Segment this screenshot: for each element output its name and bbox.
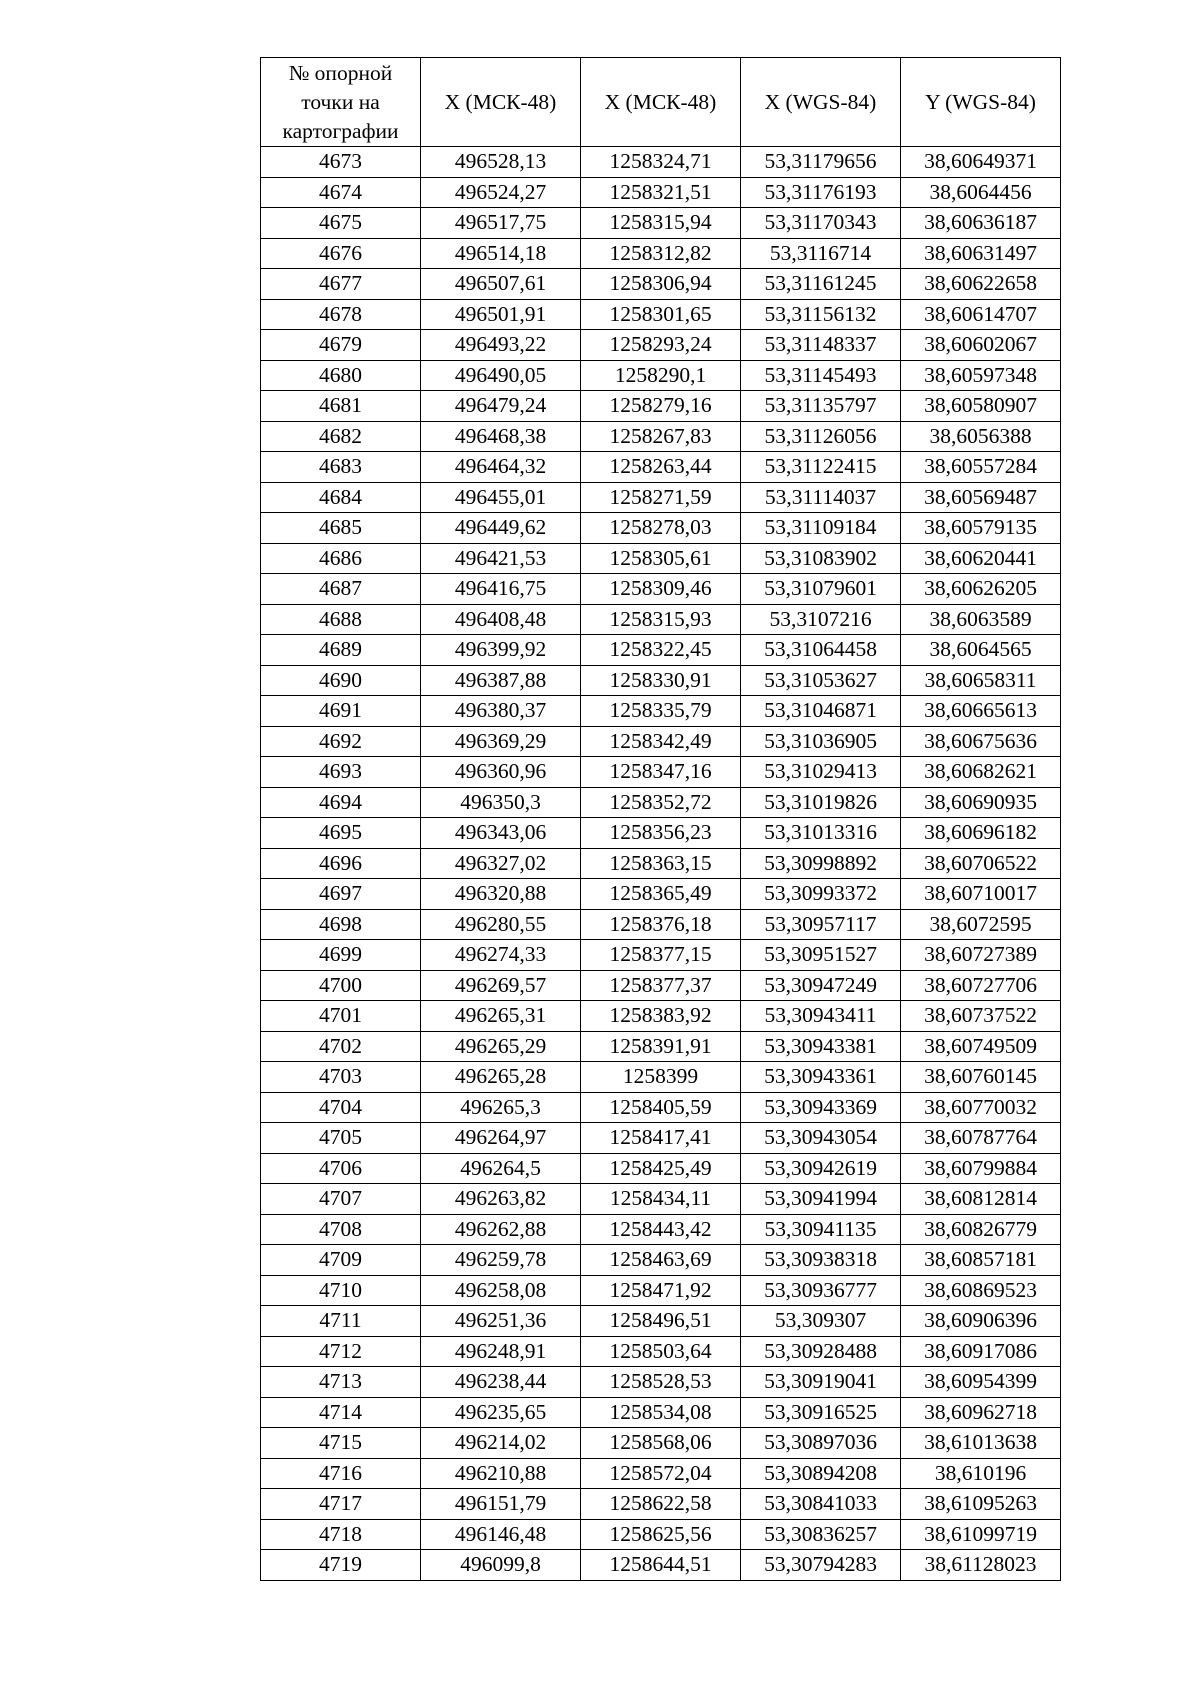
cell-point-number: 4702 [261,1031,421,1062]
coordinates-table [260,57,1061,1581]
cell-x-msk48: 496449,62 [421,513,581,544]
cell-y-wgs84: 38,60727706 [901,970,1061,1001]
table-row [261,1062,1061,1093]
cell-x2-msk48: 1258278,03 [581,513,741,544]
cell-x-msk48: 496464,32 [421,452,581,483]
cell-x2-msk48: 1258572,04 [581,1458,741,1489]
cell-point-number: 4718 [261,1519,421,1550]
cell-x2-msk48: 1258383,92 [581,1001,741,1032]
table-row [261,1275,1061,1306]
cell-y-wgs84: 38,6056388 [901,421,1061,452]
cell-x-msk48: 496235,65 [421,1397,581,1428]
cell-x-msk48: 496264,97 [421,1123,581,1154]
cell-x-msk48: 496514,18 [421,238,581,269]
cell-y-wgs84: 38,60690935 [901,787,1061,818]
cell-x-wgs84: 53,31156132 [741,299,901,330]
cell-x2-msk48: 1258271,59 [581,482,741,513]
cell-x-msk48: 496455,01 [421,482,581,513]
cell-point-number: 4713 [261,1367,421,1398]
cell-y-wgs84: 38,60631497 [901,238,1061,269]
cell-point-number: 4684 [261,482,421,513]
table-row [261,360,1061,391]
cell-x-wgs84: 53,31064458 [741,635,901,666]
table-row [261,1092,1061,1123]
cell-point-number: 4677 [261,269,421,300]
cell-x-wgs84: 53,30916525 [741,1397,901,1428]
cell-x-wgs84: 53,31170343 [741,208,901,239]
cell-x2-msk48: 1258405,59 [581,1092,741,1123]
cell-point-number: 4681 [261,391,421,422]
cell-x2-msk48: 1258463,69 [581,1245,741,1276]
cell-point-number: 4704 [261,1092,421,1123]
cell-y-wgs84: 38,60737522 [901,1001,1061,1032]
cell-x2-msk48: 1258377,15 [581,940,741,971]
cell-point-number: 4706 [261,1153,421,1184]
cell-y-wgs84: 38,60954399 [901,1367,1061,1398]
cell-point-number: 4705 [261,1123,421,1154]
cell-point-number: 4685 [261,513,421,544]
cell-x-wgs84: 53,31013316 [741,818,901,849]
cell-x-wgs84: 53,30943361 [741,1062,901,1093]
cell-x2-msk48: 1258356,23 [581,818,741,849]
table-header [261,58,1061,147]
cell-y-wgs84: 38,60626205 [901,574,1061,605]
cell-x-wgs84: 53,30942619 [741,1153,901,1184]
cell-point-number: 4678 [261,299,421,330]
cell-x2-msk48: 1258347,16 [581,757,741,788]
cell-x2-msk48: 1258534,08 [581,1397,741,1428]
table-row [261,1184,1061,1215]
cell-x2-msk48: 1258321,51 [581,177,741,208]
table-row [261,879,1061,910]
table-row [261,208,1061,239]
cell-x2-msk48: 1258315,94 [581,208,741,239]
cell-y-wgs84: 38,60917086 [901,1336,1061,1367]
cell-point-number: 4697 [261,879,421,910]
header-row [261,58,1061,147]
cell-x-msk48: 496387,88 [421,665,581,696]
cell-x-wgs84: 53,30951527 [741,940,901,971]
table-row [261,1458,1061,1489]
cell-y-wgs84: 38,60787764 [901,1123,1061,1154]
table-row [261,940,1061,971]
cell-y-wgs84: 38,60962718 [901,1397,1061,1428]
cell-y-wgs84: 38,60614707 [901,299,1061,330]
cell-x-msk48: 496490,05 [421,360,581,391]
cell-x-msk48: 496265,3 [421,1092,581,1123]
cell-x-wgs84: 53,30998892 [741,848,901,879]
cell-point-number: 4686 [261,543,421,574]
cell-x-wgs84: 53,31179656 [741,147,901,178]
cell-x2-msk48: 1258290,1 [581,360,741,391]
cell-y-wgs84: 38,61099719 [901,1519,1061,1550]
cell-x-wgs84: 53,30993372 [741,879,901,910]
cell-point-number: 4687 [261,574,421,605]
cell-point-number: 4701 [261,1001,421,1032]
cell-y-wgs84: 38,610196 [901,1458,1061,1489]
cell-x-wgs84: 53,3116714 [741,238,901,269]
cell-x-msk48: 496248,91 [421,1336,581,1367]
cell-x-wgs84: 53,30928488 [741,1336,901,1367]
cell-point-number: 4695 [261,818,421,849]
cell-point-number: 4714 [261,1397,421,1428]
cell-x-msk48: 496501,91 [421,299,581,330]
cell-y-wgs84: 38,61128023 [901,1550,1061,1581]
cell-x2-msk48: 1258399 [581,1062,741,1093]
cell-x-wgs84: 53,31019826 [741,787,901,818]
table-row [261,1031,1061,1062]
cell-point-number: 4698 [261,909,421,940]
cell-y-wgs84: 38,60857181 [901,1245,1061,1276]
cell-y-wgs84: 38,60706522 [901,848,1061,879]
cell-x-wgs84: 53,309307 [741,1306,901,1337]
cell-x-msk48: 496380,37 [421,696,581,727]
cell-y-wgs84: 38,60620441 [901,543,1061,574]
cell-y-wgs84: 38,60710017 [901,879,1061,910]
cell-x-msk48: 496269,57 [421,970,581,1001]
table-row [261,970,1061,1001]
cell-point-number: 4690 [261,665,421,696]
cell-point-number: 4719 [261,1550,421,1581]
cell-x2-msk48: 1258425,49 [581,1153,741,1184]
cell-x-msk48: 496146,48 [421,1519,581,1550]
cell-x-msk48: 496369,29 [421,726,581,757]
cell-x2-msk48: 1258322,45 [581,635,741,666]
cell-x-wgs84: 53,30947249 [741,970,901,1001]
table-row [261,1550,1061,1581]
cell-x-wgs84: 53,31126056 [741,421,901,452]
cell-x2-msk48: 1258496,51 [581,1306,741,1337]
cell-x-wgs84: 53,30941994 [741,1184,901,1215]
cell-point-number: 4696 [261,848,421,879]
cell-x-msk48: 496507,61 [421,269,581,300]
cell-x-wgs84: 53,31029413 [741,757,901,788]
cell-y-wgs84: 38,60557284 [901,452,1061,483]
cell-point-number: 4715 [261,1428,421,1459]
cell-x-msk48: 496151,79 [421,1489,581,1520]
cell-x2-msk48: 1258305,61 [581,543,741,574]
table-row [261,147,1061,178]
cell-x-wgs84: 53,31079601 [741,574,901,605]
cell-x2-msk48: 1258471,92 [581,1275,741,1306]
cell-x-msk48: 496262,88 [421,1214,581,1245]
cell-x2-msk48: 1258503,64 [581,1336,741,1367]
table-row [261,635,1061,666]
cell-x-wgs84: 53,31053627 [741,665,901,696]
cell-point-number: 4711 [261,1306,421,1337]
cell-y-wgs84: 38,60622658 [901,269,1061,300]
cell-y-wgs84: 38,60696182 [901,818,1061,849]
cell-x-msk48: 496251,36 [421,1306,581,1337]
cell-y-wgs84: 38,6072595 [901,909,1061,940]
table-row [261,1306,1061,1337]
cell-y-wgs84: 38,60579135 [901,513,1061,544]
cell-x2-msk48: 1258324,71 [581,147,741,178]
cell-x-wgs84: 53,30943411 [741,1001,901,1032]
cell-point-number: 4693 [261,757,421,788]
table-row [261,1336,1061,1367]
cell-x2-msk48: 1258391,91 [581,1031,741,1062]
table-row [261,696,1061,727]
cell-x2-msk48: 1258376,18 [581,909,741,940]
table-row [261,299,1061,330]
header-x-msk48: X (МСК-48) [421,58,581,147]
table-row [261,1245,1061,1276]
table-row [261,482,1061,513]
cell-x2-msk48: 1258363,15 [581,848,741,879]
cell-x2-msk48: 1258365,49 [581,879,741,910]
cell-x2-msk48: 1258279,16 [581,391,741,422]
cell-x-msk48: 496479,24 [421,391,581,422]
cell-x2-msk48: 1258434,11 [581,1184,741,1215]
cell-point-number: 4680 [261,360,421,391]
cell-x-msk48: 496528,13 [421,147,581,178]
cell-point-number: 4710 [261,1275,421,1306]
cell-point-number: 4673 [261,147,421,178]
cell-y-wgs84: 38,6063589 [901,604,1061,635]
table-row [261,1519,1061,1550]
cell-y-wgs84: 38,60580907 [901,391,1061,422]
table-row [261,818,1061,849]
cell-x-msk48: 496360,96 [421,757,581,788]
cell-y-wgs84: 38,6064565 [901,635,1061,666]
table-row [261,1123,1061,1154]
table-row [261,726,1061,757]
cell-point-number: 4692 [261,726,421,757]
cell-x-wgs84: 53,30894208 [741,1458,901,1489]
cell-x2-msk48: 1258625,56 [581,1519,741,1550]
table-row [261,1397,1061,1428]
cell-y-wgs84: 38,60869523 [901,1275,1061,1306]
cell-x-msk48: 496350,3 [421,787,581,818]
cell-x-wgs84: 53,31109184 [741,513,901,544]
cell-y-wgs84: 38,60682621 [901,757,1061,788]
cell-x-wgs84: 53,31036905 [741,726,901,757]
table-row [261,1367,1061,1398]
cell-y-wgs84: 38,61013638 [901,1428,1061,1459]
cell-x-wgs84: 53,30836257 [741,1519,901,1550]
cell-y-wgs84: 38,60658311 [901,665,1061,696]
cell-x2-msk48: 1258417,41 [581,1123,741,1154]
cell-point-number: 4694 [261,787,421,818]
cell-point-number: 4717 [261,1489,421,1520]
cell-x-wgs84: 53,31148337 [741,330,901,361]
cell-x-msk48: 496238,44 [421,1367,581,1398]
cell-x2-msk48: 1258528,53 [581,1367,741,1398]
cell-x-wgs84: 53,30936777 [741,1275,901,1306]
cell-point-number: 4691 [261,696,421,727]
header-point-number: № опорной точки на картографии [261,58,421,147]
table-row [261,238,1061,269]
table-row [261,909,1061,940]
cell-x-wgs84: 53,30941135 [741,1214,901,1245]
cell-point-number: 4682 [261,421,421,452]
cell-x-msk48: 496343,06 [421,818,581,849]
cell-x-msk48: 496517,75 [421,208,581,239]
table-row [261,1214,1061,1245]
table-row [261,452,1061,483]
cell-x-msk48: 496327,02 [421,848,581,879]
table-body [261,147,1061,1581]
cell-x-msk48: 496214,02 [421,1428,581,1459]
cell-y-wgs84: 38,6064456 [901,177,1061,208]
cell-x-msk48: 496399,92 [421,635,581,666]
cell-y-wgs84: 38,60799884 [901,1153,1061,1184]
cell-x-wgs84: 53,30841033 [741,1489,901,1520]
table-row [261,543,1061,574]
table-row [261,513,1061,544]
header-x2-msk48: X (МСК-48) [581,58,741,147]
cell-point-number: 4688 [261,604,421,635]
cell-point-number: 4679 [261,330,421,361]
table-row [261,1489,1061,1520]
cell-y-wgs84: 38,60675636 [901,726,1061,757]
cell-y-wgs84: 38,60649371 [901,147,1061,178]
cell-point-number: 4716 [261,1458,421,1489]
cell-x-msk48: 496320,88 [421,879,581,910]
cell-y-wgs84: 38,60760145 [901,1062,1061,1093]
header-x-wgs84: X (WGS-84) [741,58,901,147]
cell-y-wgs84: 38,60597348 [901,360,1061,391]
cell-point-number: 4689 [261,635,421,666]
cell-point-number: 4707 [261,1184,421,1215]
cell-x2-msk48: 1258312,82 [581,238,741,269]
table-row [261,330,1061,361]
cell-point-number: 4675 [261,208,421,239]
cell-y-wgs84: 38,60749509 [901,1031,1061,1062]
cell-x-wgs84: 53,3107216 [741,604,901,635]
cell-point-number: 4712 [261,1336,421,1367]
cell-x-msk48: 496258,08 [421,1275,581,1306]
cell-x2-msk48: 1258335,79 [581,696,741,727]
cell-x-msk48: 496524,27 [421,177,581,208]
table-row [261,1153,1061,1184]
cell-x2-msk48: 1258352,72 [581,787,741,818]
cell-x2-msk48: 1258644,51 [581,1550,741,1581]
cell-x-msk48: 496493,22 [421,330,581,361]
cell-x-wgs84: 53,31145493 [741,360,901,391]
cell-x-wgs84: 53,31083902 [741,543,901,574]
cell-y-wgs84: 38,60770032 [901,1092,1061,1123]
cell-point-number: 4676 [261,238,421,269]
cell-x-msk48: 496265,28 [421,1062,581,1093]
cell-x2-msk48: 1258443,42 [581,1214,741,1245]
cell-x-msk48: 496263,82 [421,1184,581,1215]
cell-x-wgs84: 53,31114037 [741,482,901,513]
cell-y-wgs84: 38,60665613 [901,696,1061,727]
cell-x2-msk48: 1258330,91 [581,665,741,696]
table-row [261,787,1061,818]
cell-x-wgs84: 53,31046871 [741,696,901,727]
cell-x-wgs84: 53,31135797 [741,391,901,422]
cell-y-wgs84: 38,60812814 [901,1184,1061,1215]
cell-x-msk48: 496264,5 [421,1153,581,1184]
cell-x2-msk48: 1258568,06 [581,1428,741,1459]
cell-x-wgs84: 53,30794283 [741,1550,901,1581]
header-y-wgs84: Y (WGS-84) [901,58,1061,147]
cell-x-wgs84: 53,31161245 [741,269,901,300]
cell-x2-msk48: 1258315,93 [581,604,741,635]
table-row [261,604,1061,635]
table-row [261,848,1061,879]
cell-x-msk48: 496259,78 [421,1245,581,1276]
cell-x-wgs84: 53,30957117 [741,909,901,940]
cell-x-msk48: 496468,38 [421,421,581,452]
cell-x-msk48: 496274,33 [421,940,581,971]
cell-point-number: 4674 [261,177,421,208]
cell-x-wgs84: 53,30919041 [741,1367,901,1398]
table-row [261,177,1061,208]
cell-x-msk48: 496416,75 [421,574,581,605]
cell-y-wgs84: 38,60636187 [901,208,1061,239]
cell-x-msk48: 496265,31 [421,1001,581,1032]
table-row [261,574,1061,605]
cell-point-number: 4699 [261,940,421,971]
cell-point-number: 4708 [261,1214,421,1245]
cell-y-wgs84: 38,60569487 [901,482,1061,513]
cell-point-number: 4683 [261,452,421,483]
cell-x2-msk48: 1258263,44 [581,452,741,483]
cell-point-number: 4703 [261,1062,421,1093]
cell-x-wgs84: 53,30938318 [741,1245,901,1276]
cell-y-wgs84: 38,60602067 [901,330,1061,361]
table-row [261,757,1061,788]
cell-x-msk48: 496210,88 [421,1458,581,1489]
cell-x2-msk48: 1258342,49 [581,726,741,757]
cell-x-wgs84: 53,30943381 [741,1031,901,1062]
cell-x-msk48: 496408,48 [421,604,581,635]
cell-y-wgs84: 38,60826779 [901,1214,1061,1245]
cell-point-number: 4700 [261,970,421,1001]
cell-x-wgs84: 53,30897036 [741,1428,901,1459]
cell-point-number: 4709 [261,1245,421,1276]
cell-x2-msk48: 1258301,65 [581,299,741,330]
cell-x-msk48: 496280,55 [421,909,581,940]
table-row [261,269,1061,300]
cell-x-wgs84: 53,30943369 [741,1092,901,1123]
cell-x-wgs84: 53,31122415 [741,452,901,483]
cell-x2-msk48: 1258622,58 [581,1489,741,1520]
cell-x2-msk48: 1258377,37 [581,970,741,1001]
cell-x-msk48: 496421,53 [421,543,581,574]
cell-y-wgs84: 38,60906396 [901,1306,1061,1337]
table-row [261,391,1061,422]
cell-x2-msk48: 1258267,83 [581,421,741,452]
cell-y-wgs84: 38,60727389 [901,940,1061,971]
cell-x2-msk48: 1258309,46 [581,574,741,605]
cell-x-msk48: 496265,29 [421,1031,581,1062]
cell-x-wgs84: 53,31176193 [741,177,901,208]
cell-x-msk48: 496099,8 [421,1550,581,1581]
table-row [261,1428,1061,1459]
cell-x2-msk48: 1258306,94 [581,269,741,300]
cell-x2-msk48: 1258293,24 [581,330,741,361]
table-row [261,1001,1061,1032]
cell-x-wgs84: 53,30943054 [741,1123,901,1154]
cell-y-wgs84: 38,61095263 [901,1489,1061,1520]
table-row [261,421,1061,452]
table-row [261,665,1061,696]
